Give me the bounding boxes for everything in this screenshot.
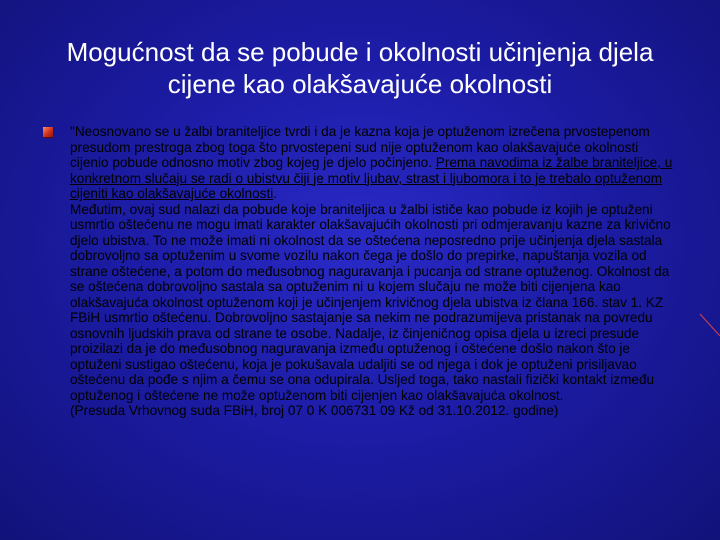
slide-title-line2: cijene kao olakšavajuće okolnosti bbox=[167, 69, 553, 99]
quote-text: "Neosnovano se u žalbi braniteljice tvrdi i da je kazna koja je optuženom izrečena prvostepenom presudom prestroga zbog toga što prvostepeni sud nije optuženom kao olakšavajuće okolnosti cijenio pobude odnosno motiv zbog kojeg je djelo počinjeno. bbox=[70, 124, 650, 170]
bullet-square-icon bbox=[43, 127, 53, 137]
quote-paragraph-1 bbox=[70, 124, 680, 202]
slide-title bbox=[20, 36, 700, 100]
decorative-line-icon bbox=[698, 310, 720, 350]
quote-period: . bbox=[273, 186, 278, 201]
slide-title-line1: Mogućnost da se pobude i okolnosti učinjenja djela bbox=[66, 37, 654, 67]
quote-body bbox=[70, 124, 680, 419]
quote-paragraph-2: Međutim, ovaj sud nalazi da pobude koje braniteljica u žalbi ističe kao pobude iz kojih je optuženi usmrtio oštećenu ne mogu imati karakter olakšavajućih okolnosti pri odmjeravanju kazne za krivično djelo ubistva. To ne može imati ni okolnost da se oštećena neposredno prije učinjenja djela sastala dobrovoljno sa optuženim u svome vozilu nakon čega je došlo do prepirke, napuštanja vozila od strane oštećene, a potom do međusobnog naguravanja i pucanja od strane optuženog. Okolnost da se oštećena dobrovoljno sastala sa optuženim ni u kojem slučaju ne može biti cijenjena kao olakšavajuća okolnost optuženom koji je učinjenjem krivičnog djela ubistva iz člana 166. stav 1. KZ FBiH usmrtio oštećenu. Dobrovoljno sastajanje sa nekim ne podrazumijeva pristanak na povredu osnovnih ljudskih prava od strane te osobe. Nadalje, iz činjeničnog opisa djela u izreci presude proizilazi da je do međusobnog naguravanja između optuženog i oštećene došlo nakon što je optuženi sustigao oštećenu, koja je pokušavala udaljiti se od njega i dok je optuženi prisiljavao oštećenu da pođe s njim a čemu se ona odupirala. Usljed toga, tako nastali fizički kontakt između optuženog i oštećene ne može optuženom biti cijenjen kao olakšavajuća okolnost. bbox=[70, 201, 671, 403]
source-citation: (Presuda Vrhovnog suda FBiH, broj 07 0 K 006731 09 Kž od 31.10.2012. godine) bbox=[70, 403, 559, 418]
quote-underlined-text: Prema navodima iz žalbe braniteljice, u konkretnom slučaju se radi o ubistvu čiji je motiv ljubav, strast i ljubomora i to je trebalo optuženom cijeniti kao olakšavajuće okolnosti bbox=[70, 155, 673, 201]
